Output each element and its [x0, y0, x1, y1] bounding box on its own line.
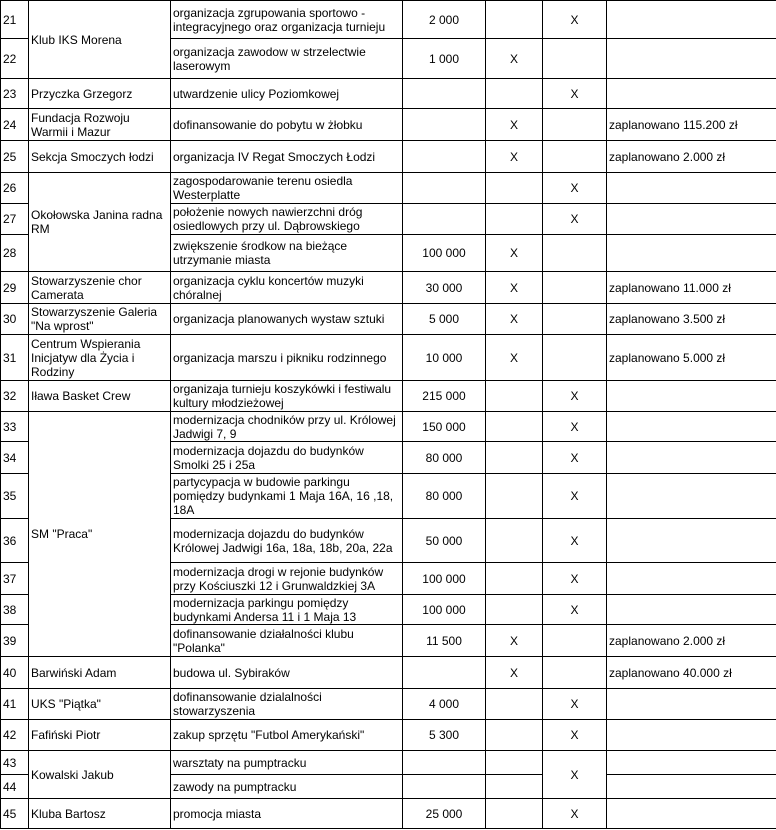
row-number: 41 [1, 689, 29, 720]
mark-cell-col2: X [543, 381, 607, 412]
amount-cell [403, 79, 486, 109]
mark-cell-col1 [486, 381, 543, 412]
mark-cell-col1: X [486, 235, 543, 272]
amount-cell: 5 000 [403, 304, 486, 335]
task-cell: organizacja IV Regat Smoczych Łodzi [171, 141, 403, 173]
mark-cell-col1 [486, 595, 543, 625]
note-cell [607, 775, 776, 799]
task-cell: położenie nowych nawierzchni dróg osiedlowych przy ul. Dąbrowskiego [171, 204, 403, 235]
amount-cell [403, 204, 486, 235]
amount-cell: 11 500 [403, 625, 486, 657]
amount-cell: 25 000 [403, 799, 486, 829]
note-cell [607, 79, 776, 109]
note-cell [607, 563, 776, 595]
amount-cell [403, 173, 486, 204]
institution-cell: Okołowska Janina radna RM [29, 173, 171, 272]
row-number: 33 [1, 412, 29, 442]
amount-cell: 100 000 [403, 563, 486, 595]
note-cell [607, 412, 776, 442]
mark-cell-col2: X [543, 519, 607, 563]
task-cell: organizaja turnieju koszykówki i festiwalu kultury młodzieżowej [171, 381, 403, 412]
institution-cell: Kluba Bartosz [29, 799, 171, 829]
institution-cell: Fafiński Piotr [29, 720, 171, 751]
note-cell [607, 751, 776, 775]
note-cell: zaplanowano 3.500 zł [607, 304, 776, 335]
note-cell: zaplanowano 2.000 zł [607, 141, 776, 173]
task-cell: modernizacja parkingu pomiędzy budynkami Andersa 11 i 1 Maja 13 [171, 595, 403, 625]
row-number: 44 [1, 775, 29, 799]
task-cell: budowa ul. Sybiraków [171, 657, 403, 689]
institution-cell: Stowarzyszenie Galeria "Na wprost" [29, 304, 171, 335]
amount-cell [403, 141, 486, 173]
row-number: 31 [1, 335, 29, 381]
table-row [1, 1, 776, 39]
task-cell: organizacja zgrupowania sportowo - integracyjnego oraz organizacja turnieju [171, 1, 403, 39]
task-cell: modernizacja dojazdu do budynków Smolki 25 i 25a [171, 442, 403, 474]
mark-cell-col2: X [543, 563, 607, 595]
mark-cell-col1 [486, 1, 543, 39]
task-cell: warsztaty na pumptracku [171, 751, 403, 775]
mark-cell-col1 [486, 442, 543, 474]
institution-cell: Barwiński Adam [29, 657, 171, 689]
note-cell: zaplanowano 115.200 zł [607, 109, 776, 141]
institution-cell: Centrum Wspierania Inicjatyw dla Życia i Rodziny [29, 335, 171, 381]
mark-cell-col1: X [486, 141, 543, 173]
mark-cell-col2 [543, 235, 607, 272]
table-row [1, 173, 776, 204]
amount-cell: 5 300 [403, 720, 486, 751]
mark-cell-col2: X [543, 79, 607, 109]
note-cell [607, 1, 776, 39]
row-number: 21 [1, 1, 29, 39]
row-number: 45 [1, 799, 29, 829]
task-cell: organizacja cyklu koncertów muzyki chóralnej [171, 272, 403, 304]
note-cell [607, 381, 776, 412]
mark-cell-col2: X [543, 1, 607, 39]
note-cell [607, 720, 776, 751]
note-cell [607, 39, 776, 79]
row-number: 37 [1, 563, 29, 595]
table-row [1, 720, 776, 751]
mark-cell-col1: X [486, 304, 543, 335]
table-row [1, 272, 776, 304]
amount-cell: 50 000 [403, 519, 486, 563]
note-cell [607, 204, 776, 235]
mark-cell-col2 [543, 141, 607, 173]
note-cell [607, 442, 776, 474]
amount-cell [403, 775, 486, 799]
table-row [1, 751, 776, 775]
mark-cell-col1 [486, 799, 543, 829]
task-cell: zawody na pumptracku [171, 775, 403, 799]
task-cell: partycypacja w budowie parkingu pomiędzy budynkami 1 Maja 16A, 16 ,18, 18A [171, 474, 403, 519]
note-cell [607, 235, 776, 272]
note-cell [607, 474, 776, 519]
amount-cell: 2 000 [403, 1, 486, 39]
mark-cell-col2: X [543, 799, 607, 829]
amount-cell: 1 000 [403, 39, 486, 79]
task-cell: dofinansowanie działalności klubu "Polanka" [171, 625, 403, 657]
amount-cell: 100 000 [403, 235, 486, 272]
mark-cell-col1: X [486, 335, 543, 381]
amount-cell [403, 109, 486, 141]
row-number: 29 [1, 272, 29, 304]
mark-cell-col2: X [543, 595, 607, 625]
mark-cell-col1 [486, 79, 543, 109]
mark-cell-col1 [486, 519, 543, 563]
table-row [1, 799, 776, 829]
row-number: 30 [1, 304, 29, 335]
note-cell: zaplanowano 11.000 zł [607, 272, 776, 304]
institution-cell: UKS "Piątka" [29, 689, 171, 720]
table-row [1, 304, 776, 335]
mark-cell-col2 [543, 272, 607, 304]
task-cell: zagospodarowanie terenu osiedla Westerplatte [171, 173, 403, 204]
task-cell: organizacja marszu i pikniku rodzinnego [171, 335, 403, 381]
mark-cell-col1: X [486, 272, 543, 304]
row-number: 27 [1, 204, 29, 235]
institution-cell: Przyczka Grzegorz [29, 79, 171, 109]
task-cell: modernizacja chodników przy ul. Królowej Jadwigi 7, 9 [171, 412, 403, 442]
amount-cell: 100 000 [403, 595, 486, 625]
task-cell: promocja miasta [171, 799, 403, 829]
row-number: 39 [1, 625, 29, 657]
mark-cell-col1: X [486, 625, 543, 657]
mark-cell-col1 [486, 751, 543, 775]
table-row [1, 335, 776, 381]
mark-cell-col2: X [543, 173, 607, 204]
amount-cell [403, 751, 486, 775]
institution-cell: Sekcja Smoczych łodzi [29, 141, 171, 173]
mark-cell-col1: X [486, 39, 543, 79]
row-number: 25 [1, 141, 29, 173]
row-number: 28 [1, 235, 29, 272]
row-number: 42 [1, 720, 29, 751]
task-cell: organizacja planowanych wystaw sztuki [171, 304, 403, 335]
note-cell [607, 595, 776, 625]
mark-cell-col2: X [543, 720, 607, 751]
row-number: 23 [1, 79, 29, 109]
note-cell: zaplanowano 5.000 zł [607, 335, 776, 381]
mark-cell-col2 [543, 625, 607, 657]
task-cell: zakup sprzętu "Futbol Amerykański" [171, 720, 403, 751]
row-number: 26 [1, 173, 29, 204]
row-number: 32 [1, 381, 29, 412]
note-cell [607, 799, 776, 829]
institution-cell: Kowalski Jakub [29, 751, 171, 799]
table-row [1, 141, 776, 173]
table-row [1, 109, 776, 141]
table-row [1, 689, 776, 720]
institution-cell: Iława Basket Crew [29, 381, 171, 412]
row-number: 24 [1, 109, 29, 141]
row-number: 35 [1, 474, 29, 519]
mark-cell-col2: X [543, 204, 607, 235]
mark-cell-col2: X [543, 474, 607, 519]
table-row [1, 381, 776, 412]
row-number: 43 [1, 751, 29, 775]
institution-cell: Stowarzyszenie chor Camerata [29, 272, 171, 304]
amount-cell [403, 657, 486, 689]
row-number: 38 [1, 595, 29, 625]
note-cell [607, 689, 776, 720]
amount-cell: 4 000 [403, 689, 486, 720]
task-cell: dofinansowanie do pobytu w żłobku [171, 109, 403, 141]
row-number: 40 [1, 657, 29, 689]
mark-cell-col2 [543, 39, 607, 79]
institution-cell: Fundacja Rozwoju Warmii i Mazur [29, 109, 171, 141]
table-row [1, 79, 776, 109]
note-cell [607, 173, 776, 204]
mark-cell-col1 [486, 204, 543, 235]
amount-cell: 80 000 [403, 442, 486, 474]
note-cell: zaplanowano 2.000 zł [607, 625, 776, 657]
mark-cell-col1 [486, 173, 543, 204]
row-number: 34 [1, 442, 29, 474]
task-cell: modernizacja dojazdu do budynków Królowej Jadwigi 16a, 18a, 18b, 20a, 22a [171, 519, 403, 563]
institution-cell: Klub IKS Morena [29, 1, 171, 79]
mark-cell-col1: X [486, 109, 543, 141]
mark-cell-col2 [543, 109, 607, 141]
task-cell: modernizacja drogi w rejonie budynków przy Kościuszki 12 i Grunwaldzkiej 3A [171, 563, 403, 595]
mark-cell-col2: X [543, 689, 607, 720]
mark-cell-col2: X [543, 442, 607, 474]
amount-cell: 150 000 [403, 412, 486, 442]
task-cell: utwardzenie ulicy Poziomkowej [171, 79, 403, 109]
mark-cell-col2: X [543, 412, 607, 442]
row-number: 22 [1, 39, 29, 79]
mark-cell-col1 [486, 474, 543, 519]
mark-cell-col1 [486, 563, 543, 595]
mark-cell-col1: X [486, 657, 543, 689]
amount-cell: 30 000 [403, 272, 486, 304]
amount-cell: 80 000 [403, 474, 486, 519]
task-cell: organizacja zawodow w strzelectwie laserowym [171, 39, 403, 79]
task-cell: zwiększenie środkow na bieżące utrzymanie miasta [171, 235, 403, 272]
note-cell [607, 519, 776, 563]
note-cell: zaplanowano 40.000 zł [607, 657, 776, 689]
task-cell: dofinansowanie dzialalności stowarzyszenia [171, 689, 403, 720]
amount-cell: 215 000 [403, 381, 486, 412]
mark-cell-col1 [486, 720, 543, 751]
mark-cell-col1 [486, 775, 543, 799]
table-row [1, 657, 776, 689]
mark-cell-col2: X [543, 751, 607, 799]
mark-cell-col2 [543, 304, 607, 335]
table-row [1, 412, 776, 442]
mark-cell-col1 [486, 412, 543, 442]
amount-cell: 10 000 [403, 335, 486, 381]
row-number: 36 [1, 519, 29, 563]
institution-cell: SM "Praca" [29, 412, 171, 657]
mark-cell-col2 [543, 335, 607, 381]
mark-cell-col1 [486, 689, 543, 720]
mark-cell-col2 [543, 657, 607, 689]
